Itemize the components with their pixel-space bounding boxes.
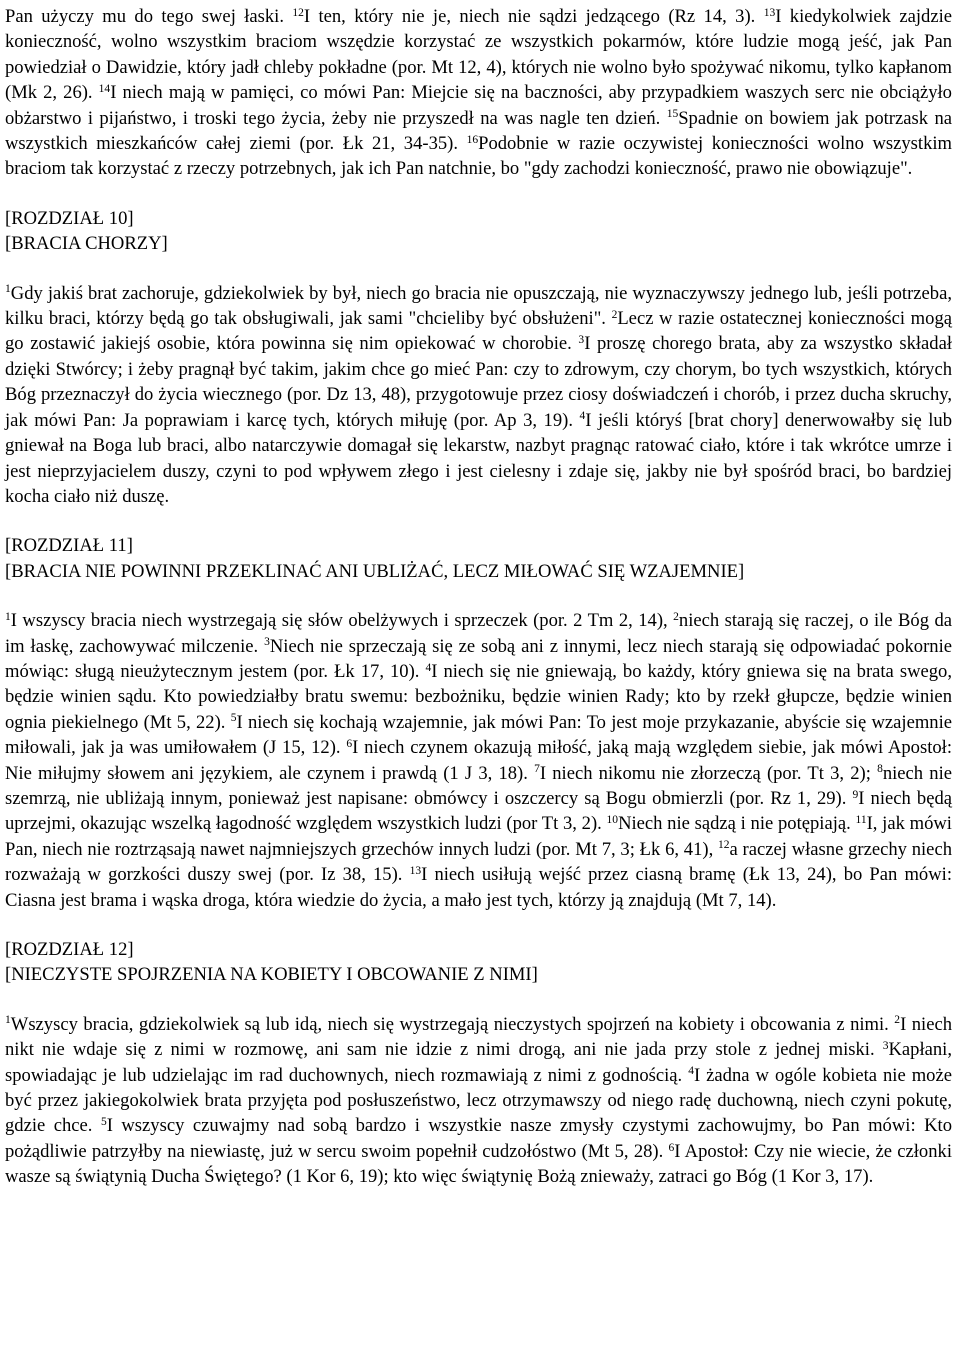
chapter-title: [BRACIA CHORZY] — [5, 233, 168, 255]
verse-number: 9 — [852, 788, 859, 801]
verse-number: 2 — [611, 308, 618, 321]
chapter-title: [NIECZYSTE SPOJRZENIA NA KOBIETY I OBCOWANIE Z NIMI] — [5, 964, 538, 986]
verse-number: 3 — [882, 1039, 889, 1052]
verse-text: I niech nikomu nie złorzeczą (por. Tt 3, 2); — [539, 762, 878, 784]
verse-number: 6 — [668, 1141, 675, 1154]
verse-number: 6 — [346, 737, 353, 750]
verse-text: Wszyscy bracia, gdziekolwiek są lub idą, niech się wystrzegają nieczystych spojrzeń na kobiety i obcowania z nimi. — [10, 1013, 895, 1035]
verse-text: Kapłani, spowiadając je lub udzielając im rad duchownych, niech rozmawiają z nimi z godnością. — [5, 1039, 952, 1086]
verse-number: 7 — [534, 763, 540, 776]
verse-text: a raczej własne grzechy niech rozważają w gorzkości duszy swej (por. Iz 38, 15). — [5, 838, 952, 886]
chapter-number: [ROZDZIAŁ 12] — [5, 939, 134, 960]
verse-text: I, jak mówi Pan, niech nie roztrząsają nawet najmniejszych grzechów innych ludzi (por. Mt 7, 3; Łk 6, 41), — [5, 813, 952, 860]
verse-text: Niech nie sprzeczają się ze sobą ani z innymi, lecz niech starają się odpowiadać pokornie mówiąc: sługą nieużytecznym jestem (por. Łk 17, 10). — [5, 635, 952, 682]
verse-text: Pan użyczy mu do tego swej łaski. — [5, 6, 293, 27]
verse-text: I Apostoł: Czy nie wiecie, że członki wasze są świątynią Ducha Świętego? (1 Kor 6, 19); kto więc świątynię Bożą znieważy, zatraci go Bóg (1 Kor 3, 17). — [5, 1140, 952, 1188]
verse-text: I niech się kochają wzajemnie, jak mówi Pan: To jest moje przykazanie, abyście się wzajemnie miłowali, jak ja was umiłowałem (J 15, 12). — [5, 711, 953, 759]
verse-number: 4 — [425, 661, 432, 674]
verse-number: 5 — [100, 1116, 107, 1129]
verse-text: I niech usiłują wejść przez ciasną bramę (Łk 13, 24), bo Pan mówi: Ciasna jest brama i wąska droga, która wiedzie do życia, a mało jest tych, którzy ją znajdują (Mt 7, 14). — [5, 864, 952, 911]
chapter-paragraph — [5, 281, 952, 510]
verse-text: niech starają się raczej, o ile Bóg da im łaskę, zachowywać milczenie. — [5, 610, 953, 657]
verse-text: Spadnie on bowiem jak potrzask na wszystkich mieszkańców całej ziemi (por. Łk 21, 34-35). — [5, 107, 952, 155]
verse-text: I niech mają w pamięci, co mówi Pan: Miejcie się na baczności, aby przypadkiem waszych serc nie obciążyło obżarstwo i pijaństwo, i troski tego życia, żeby nie przyszedł na was nagle ten dzień. — [5, 82, 952, 129]
verse-number: 3 — [578, 334, 585, 347]
verse-number: 4 — [579, 410, 586, 423]
verse-text: Podobnie w razie oczywistej konieczności wolno wszystkim braciom tak korzystać z rzeczy potrzebnych, jak ich Pan natchnie, bo "gdy zachodzi konieczność, prawo nie obowiązuje". — [5, 133, 952, 180]
verse-number: 4 — [688, 1065, 694, 1078]
verse-text: Lecz w razie ostatecznej konieczności mogą go zostawić jakiejś osobie, która powinna się nim opiekować w chorobie. — [5, 308, 952, 355]
verse-number: 3 — [264, 636, 270, 649]
verse-number: 5 — [230, 712, 237, 725]
verse-number: 10 — [606, 814, 619, 827]
verse-number: 13 — [763, 6, 776, 19]
verse-number: 1 — [5, 283, 11, 296]
verse-number: 11 — [855, 814, 867, 827]
verse-text: I niech będą uprzejmi, okazując wszelką łagodność względem wszystkich ludzi (por Tt 3, 2). — [5, 787, 952, 835]
verse-text: I ten, który nie je, niech nie sądzi jedzącego (Rz 14, 3). — [303, 6, 764, 27]
verse-number: 16 — [466, 133, 479, 146]
verse-number: 2 — [894, 1014, 901, 1027]
chapter-paragraph — [5, 608, 952, 913]
verse-text: Niech nie sądzą i nie potępiają. — [618, 813, 856, 835]
verse-text: I proszę chorego brata, aby za wszystko składał dzięki Stwórcy; i żeby pragnął być takim, jakim chce go mieć Pan: czy to zdrowym, czy chorym, bo tych wszystkich, których Bóg przeznaczył do życia wiecznego (por. Dz 13, 48), przygotowuje przez ciosy doświadczeń i chorób, i przez ducha skruchy, jak mówi Pan: Ja poprawiam i karcę tych, których miłuję (por. Ap 3, 19). — [5, 333, 952, 431]
verse-number: 1 — [5, 610, 11, 623]
verse-text: I kiedykolwiek zajdzie konieczność, wolno wszystkim braciom wszędzie korzystać ze wszystkich pokarmów, które ludzie mogą jeść, jak Pan powiedział o Dawidzie, który jadł chleby pokładne (por. Mt 12, 4), których nie wolno było spożywać nikomu, tylko kapłanom (Mk 2, 26). — [5, 6, 952, 104]
verse-number: 14 — [98, 82, 111, 95]
verse-number: 8 — [877, 763, 883, 776]
verse-number: 2 — [673, 610, 679, 623]
verse-text: I żadna w ogóle kobieta nie może być przez jakiegokolwiek brata przyjęta pod posłuszeństwo, lecz otrzymawszy od niego radę duchowną, niech czyni pokutę, gdzie chce. — [5, 1064, 952, 1137]
chapter-paragraph — [5, 1012, 952, 1190]
verse-text: Gdy jakiś brat zachoruje, gdziekolwiek by był, niech go bracia nie opuszczają, nie wyznaczywszy jednego lub, jeśli potrzeba, kilku braci, którzy będą go tak obsługiwali, jak sami "chcieliby być obsłużeni". — [5, 282, 952, 330]
chapter-number: [ROZDZIAŁ 10] — [5, 207, 134, 229]
verse-number: 13 — [409, 864, 422, 877]
verse-text: I niech się nie gniewają, bo każdy, który gniewa się na brata swego, będzie winien sądu. Kto powiedziałby bratu swemu: bezbożniku, będzie winien Rady; kto by rzekł głupcze, będzie winien ognia piekielnego (Mt 5, 22). — [5, 660, 952, 733]
chapter-title: [BRACIA NIE POWINNI PRZEKLINAĆ ANI UBLIŻAĆ, LECZ MIŁOWAĆ SIĘ WZAJEMNIE] — [5, 560, 745, 582]
verse-number: 1 — [5, 1014, 11, 1027]
chapter-number: [ROZDZIAŁ 11] — [5, 535, 133, 557]
verse-text: niech nie szemrzą, nie ubliżają innym, ponieważ jest napisane: obmówcy i oszczercy są Bogu obmierzli (por. Rz 1, 29). — [5, 762, 952, 809]
verse-number: 12 — [718, 839, 730, 852]
verse-text: I niech nikt nie wdaje się z nimi w rozmowę, ani sam nie idzie z nimi drogą, ani nie jada przy stole z jednej miski. — [5, 1013, 952, 1061]
verse-text: I jeśli któryś [brat chory] denerwowałby się lub gniewał na Boga lub braci, albo natarczywie domagał się lekarstw, nazbyt pragnąc ratować ciało, które i tak wkrótce umrze i jest nieprzyjacielem duszy, czyni to pod wpływem złego i jest cielesny i zdaje się, jakby nie był spośród braci, bo bardziej kocha ciało niż duszę. — [5, 409, 952, 507]
verse-number: 12 — [292, 6, 304, 19]
verse-text: I niech czynem okazują miłość, jaką mają względem siebie, jak mówi Apostoł: Nie miłujmy słowem ani językiem, ale czynem i prawdą (1 J 3, 18). — [5, 737, 952, 784]
verse-text: I wszyscy czuwajmy nad sobą bardzo i wszystkie nasze zmysły czystymi zachowujmy, bo Pan mówi: Kto pożądliwie patrzyłby na niewiastę, już w sercu swoim popełnił cudzołóstwo (Mt 5, 28). — [5, 1115, 952, 1162]
verse-number: 15 — [666, 108, 679, 121]
verse-text: I wszyscy bracia niech wystrzegają się słów obelżywych i sprzeczek (por. 2 Tm 2, 14), — [10, 610, 674, 632]
intro-paragraph — [5, 4, 952, 182]
